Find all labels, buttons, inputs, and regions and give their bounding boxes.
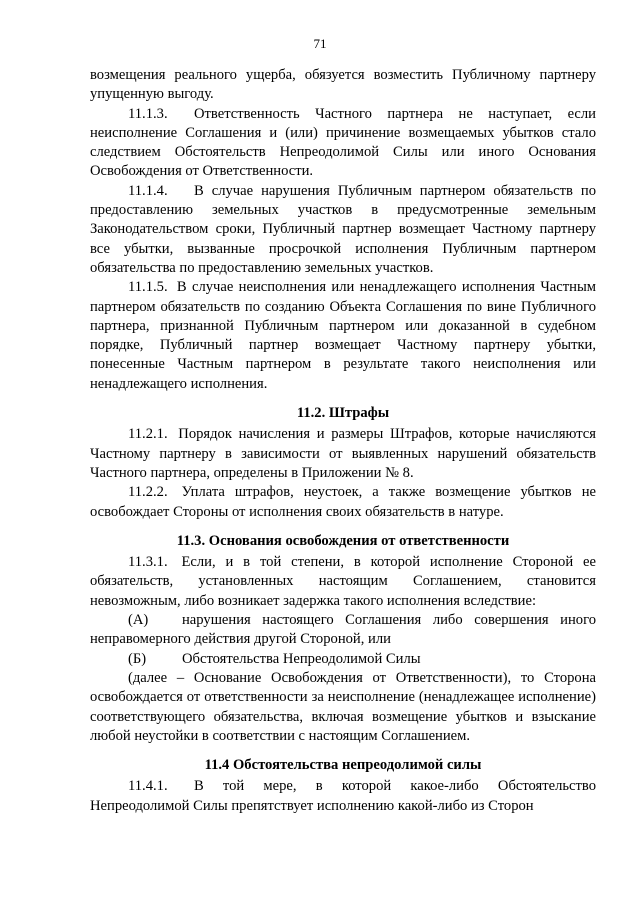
- document-body: [90, 66, 596, 816]
- clause-text: В случае неисполнения или ненадлежащего исполнения Частным партнером обязательств по созданию Объекта Соглашения по вине Публичного партнера, признанной Публичным партнером или доказанной в судебном порядке, Публичный партнер возмещает Частному партнеру убытки, понесенные Частным партнером в результате такого неисполнения или ненадлежащего исполнения.: [90, 279, 596, 392]
- clause-number: 11.1.3.: [128, 105, 168, 122]
- paragraph-release-clause: (далее – Основание Освобождения от Ответственности), то Сторона освобождается от ответственности за неисполнение (ненадлежащее исполнение) соответствующего обязательства, включая возмещение убытков и взыскание любой неустойки в соответствии с настоящим Соглашением.: [90, 669, 596, 744]
- list-marker: (Б): [128, 650, 147, 667]
- clause-text: В случае нарушения Публичным партнером обязательств по предоставлению земельных участков в предусмотренные земельным Законодательством сроки, Публичный партнер возмещает Частному партнеру все убытки, вызванные просрочкой исполнения Публичным партнером обязательства по предоставлению земельных участков.: [90, 182, 596, 276]
- clause-number: 11.3.1.: [128, 554, 168, 571]
- clause-number: 11.1.4.: [128, 182, 168, 199]
- clause-number: 11.2.2.: [128, 484, 168, 501]
- clause-number: 11.1.5.: [128, 279, 168, 296]
- paragraph-11-2-1: [90, 425, 596, 483]
- list-item-a: [90, 611, 596, 650]
- paragraph-11-3-1: [90, 553, 596, 611]
- clause-text: Порядок начисления и размеры Штрафов, которые начисляются Частному партнеру в зависимости от выявленных нарушений обязательств Частного партнера, определены в Приложении № 8.: [90, 426, 596, 481]
- page-number: 71: [313, 36, 327, 51]
- list-item-b: [90, 650, 596, 669]
- paragraph-continuation: возмещения реального ущерба, обязуется возместить Публичному партнеру упущенную выгоду.: [90, 67, 596, 103]
- clause-text: Если, и в той степени, в которой исполнение Стороной ее обязательств, установленных настоящим Соглашением, становится невозможным, либо возникает задержка такого исполнения вследствие:: [90, 554, 597, 609]
- clause-text: Ответственность Частного партнера не наступает, если неисполнение Соглашения и (или) причинение возмещаемых убытков стало следствием Обстоятельств Непреодолимой Силы или иного Основания Освобождения от Ответственности.: [90, 105, 596, 180]
- paragraph-11-1-5: [90, 278, 596, 394]
- clause-number: 11.4.1.: [128, 778, 168, 795]
- list-item-text: нарушения настоящего Соглашения либо совершения иного неправомерного действия другой Стороной, или: [90, 612, 596, 648]
- paragraph-11-4-1: [90, 777, 596, 816]
- list-marker: (А): [128, 612, 149, 629]
- clause-text: Уплата штрафов, неустоек, а также возмещение убытков не освобождает Стороны от исполнения своих обязательств в натуре.: [90, 484, 596, 520]
- clause-number: 11.2.1.: [128, 426, 168, 443]
- list-item-text: Обстоятельства Непреодолимой Силы: [182, 650, 421, 667]
- clause-text: В той мере, в которой какое-либо Обстоятельство Непреодолимой Силы препятствует исполнению какой-либо из Сторон: [90, 778, 596, 814]
- paragraph-11-1-4: [90, 182, 596, 278]
- paragraph-11-2-2: [90, 483, 596, 522]
- section-heading-11-3: 11.3. Основания освобождения от ответственности: [176, 532, 510, 549]
- section-heading-11-2: 11.2. Штрафы: [296, 405, 390, 422]
- paragraph-11-1-3: [90, 105, 596, 182]
- section-heading-11-4: 11.4 Обстоятельства непреодолимой силы: [204, 757, 482, 774]
